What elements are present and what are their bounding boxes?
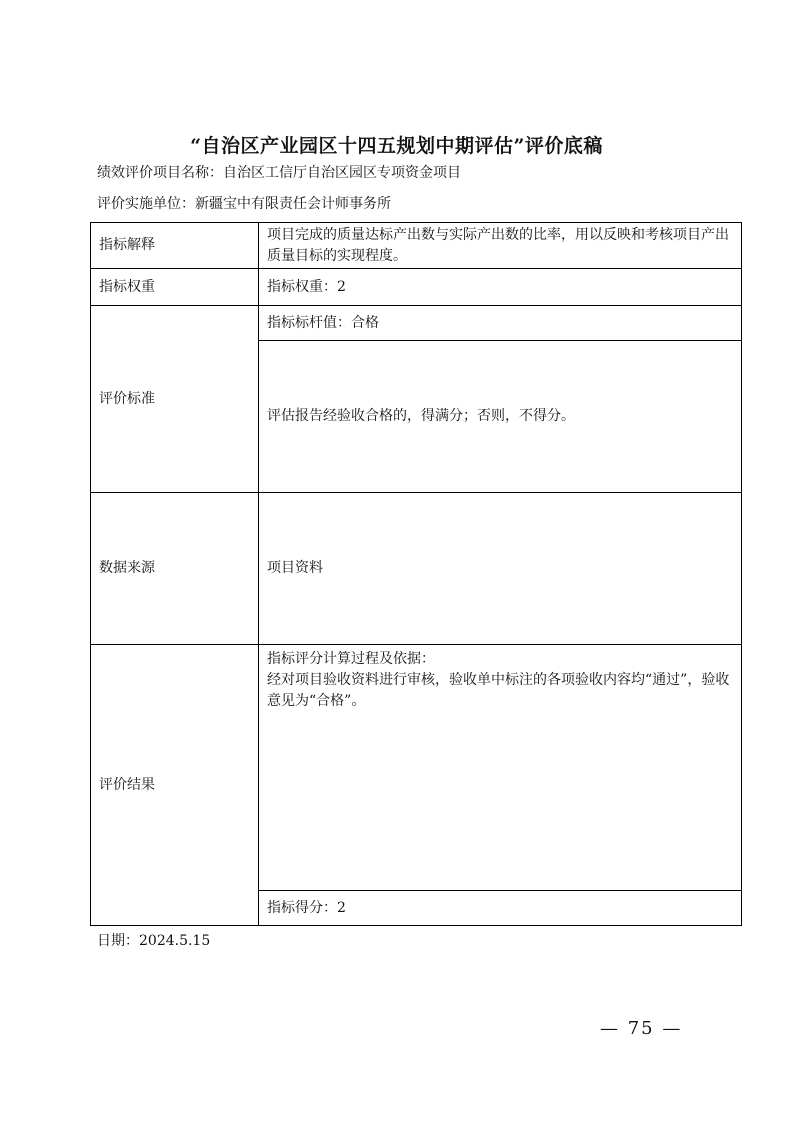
result-detail xyxy=(259,645,742,891)
weight-value: 指标权重：2 xyxy=(259,269,742,306)
weight-label: 指标权重 xyxy=(91,269,259,306)
date-line: 日期：2024.5.15 xyxy=(97,933,211,949)
benchmark-row xyxy=(91,306,742,341)
source-label: 数据来源 xyxy=(91,493,259,645)
evaluation-table xyxy=(90,222,742,926)
result-text: 经对项目验收资料进行审核，验收单中标注的各项验收内容均“通过”，验收意见为“合格”。 xyxy=(267,672,730,709)
implementer-line: 评价实施单位：新疆宝中有限责任会计师事务所 xyxy=(97,196,391,212)
result-label: 评价结果 xyxy=(91,645,259,926)
weight-row xyxy=(91,269,742,306)
score-value: 指标得分：2 xyxy=(259,891,742,926)
source-row xyxy=(91,493,742,645)
standard-label: 评价标准 xyxy=(91,306,259,493)
explain-value: 项目完成的质量达标产出数与实际产出数的比率，用以反映和考核项目产出质量目标的实现程度。 xyxy=(259,223,742,269)
result-row xyxy=(91,645,742,891)
explain-row xyxy=(91,223,742,269)
project-name-line: 绩效评价项目名称：自治区工信厅自治区园区专项资金项目 xyxy=(97,165,461,181)
result-heading: 指标评分计算过程及依据： xyxy=(267,651,435,667)
explain-label: 指标解释 xyxy=(91,223,259,269)
source-value: 项目资料 xyxy=(259,493,742,645)
page-title: “自治区产业园区十四五规划中期评估”评价底稿 xyxy=(190,135,603,157)
page-number: — 75 — xyxy=(600,1018,683,1039)
benchmark-value: 指标标杆值：合格 xyxy=(259,306,742,341)
standard-value: 评估报告经验收合格的，得满分；否则，不得分。 xyxy=(259,341,742,493)
